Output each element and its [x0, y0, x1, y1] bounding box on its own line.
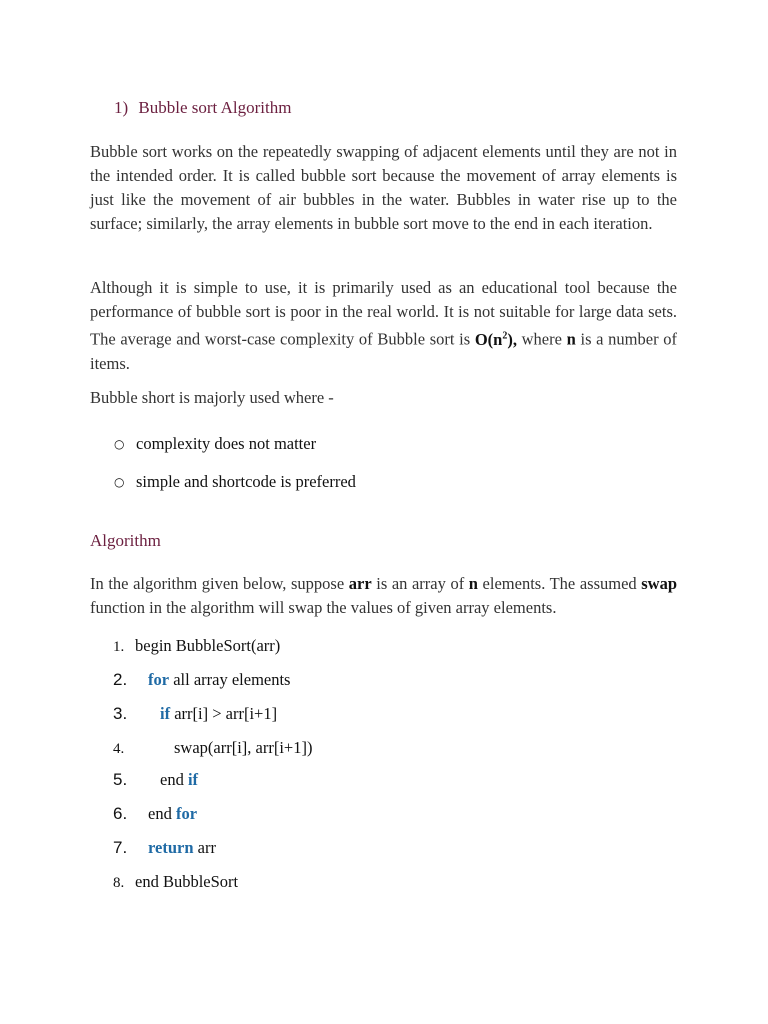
algorithm-step [113, 804, 197, 824]
step-text: arr [193, 838, 216, 857]
algorithm-heading: Algorithm [90, 531, 161, 550]
step-text: begin BubbleSort(arr) [135, 636, 281, 655]
bullet-text: simple and shortcode is preferred [136, 472, 356, 491]
step-number: 4. [113, 741, 125, 757]
complexity-text-end: is a number of items. [90, 329, 677, 373]
section-heading [114, 98, 291, 118]
step-number: 2. [113, 670, 128, 689]
complexity-n: n [566, 329, 576, 349]
complexity-exponent: 2 [502, 330, 508, 341]
paragraph-complexity [90, 276, 677, 376]
step-text: arr[i] > arr[i+1] [170, 704, 278, 723]
algorithm-step [113, 670, 290, 690]
step-text: end [148, 804, 176, 823]
complexity-text-mid: where [516, 329, 567, 349]
complexity-text-start: Although it is simple to use, it is primarily used as an educational tool because the performance of bubble sort is poor in the real world. It is not suitable for large data sets. The average and worst-case complexity of Bubble sort is [90, 278, 677, 349]
section-title: Bubble sort Algorithm [138, 98, 292, 117]
section-number: 1) [114, 98, 129, 117]
step-number: 7. [113, 838, 128, 857]
paragraph-usage: Bubble short is majorly used where - [90, 388, 334, 407]
bullet-circle-icon: ○ [114, 475, 125, 489]
step-number: 3. [113, 704, 128, 723]
step-number: 5. [113, 770, 128, 789]
algorithm-step [113, 872, 238, 892]
paragraph-intro: Bubble sort works on the repeatedly swapping of adjacent elements until they are not in the intended order. It is called bubble sort because the movement of array elements is just like the movement of air bubbles in the water. Bubbles in water rise up to the surface; similarly, the array elements in bubble sort move to the end in each iteration. [90, 142, 677, 233]
algorithm-step [113, 738, 312, 758]
term-swap: swap [641, 574, 678, 593]
bullet-item [114, 472, 356, 492]
step-keyword: for [148, 670, 170, 689]
algorithm-step [113, 636, 280, 656]
step-text: end [160, 770, 188, 789]
algorithm-step [113, 838, 216, 858]
bullet-text: complexity does not matter [136, 434, 317, 453]
step-keyword: for [175, 804, 198, 823]
term-n: n [468, 574, 478, 593]
step-text: end BubbleSort [135, 872, 239, 891]
step-number: 6. [113, 804, 128, 823]
step-number: 8. [113, 875, 125, 891]
algorithm-intro: In the algorithm given below, suppose arr is an array of n elements. The assumed swap function in the algorithm will swap the values of given array elements. [90, 574, 678, 617]
complexity-notation: $O(n^2)$, [474, 329, 517, 349]
step-number: 1. [113, 639, 125, 655]
algorithm-step [113, 770, 198, 790]
step-keyword: if [160, 704, 171, 723]
bullet-circle-icon: ○ [114, 437, 125, 451]
bullet-item [114, 434, 316, 454]
term-arr: arr [348, 574, 372, 593]
step-text: all array elements [169, 670, 291, 689]
step-keyword: return [148, 838, 194, 857]
step-text: swap(arr[i], arr[i+1]) [174, 738, 313, 757]
algorithm-step [113, 704, 277, 724]
step-keyword: if [187, 770, 199, 789]
